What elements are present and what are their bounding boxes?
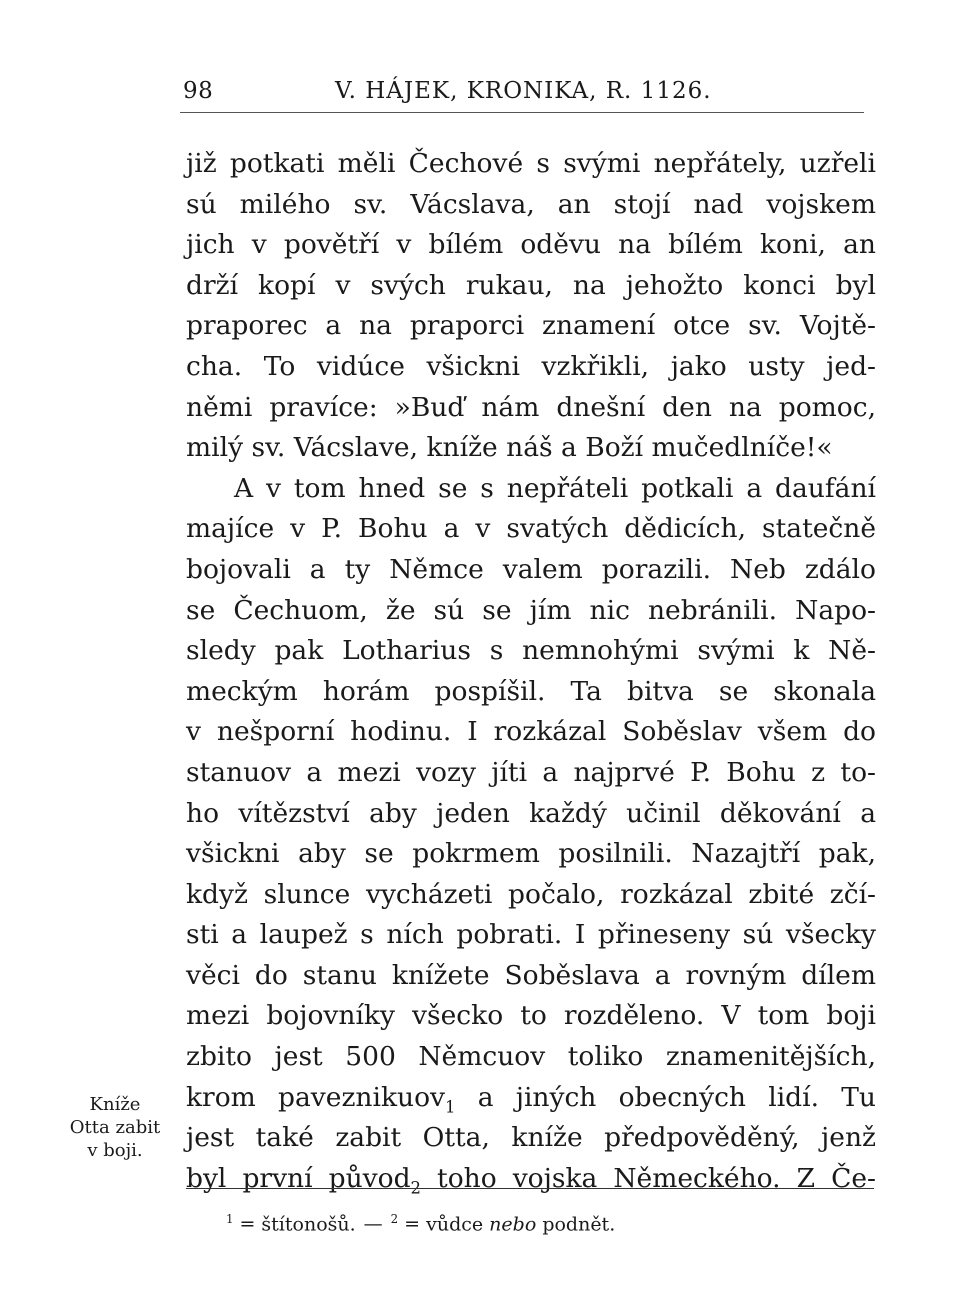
text-segment: a jiných obecných lidí. Tu: [477, 1081, 876, 1113]
text-line-with-footnote: [186, 1078, 876, 1119]
text-line: všickni aby se pokrmem posilnili. Nazajtří pak,: [186, 838, 876, 870]
margin-note-line: Kníže: [89, 1094, 141, 1115]
footnote-text: podnět.: [542, 1213, 616, 1236]
footnotes: [226, 1212, 615, 1235]
footnote-separator: —: [363, 1213, 383, 1236]
text-segment: toho vojska Německého. Z Če-: [437, 1162, 876, 1194]
text-line: němi pravíce: »Buď nám dnešní den na pomoc,: [186, 391, 876, 423]
footnote-rule: [186, 1188, 874, 1189]
paragraph-start-line: A v tom hned se s nepřáteli potkali a daufání: [234, 472, 876, 504]
text-line: když slunce vycházeti počalo, rozkázal zbité zčí-: [186, 878, 876, 910]
text-line: jest také zabit Otta, kníže předpověděný, jenž: [186, 1122, 876, 1154]
text-line: stanuov a mezi vozy jíti a najprvé P. Bohu z to-: [186, 756, 876, 788]
header-rule: [180, 112, 864, 113]
text-line: zbito jest 500 Němcuov toliko znamenitějších,: [186, 1041, 876, 1073]
text-line: jich v povětří v bílém oděvu na bílém koni, an: [186, 229, 876, 261]
text-line: v nešporní hodinu. I rozkázal Soběslav všem do: [186, 716, 876, 748]
text-line: milý sv. Vácslave, kníže náš a Boží mučedlníče!«: [186, 432, 833, 464]
text-line: sú milého sv. Vácslava, an stojí nad vojskem: [186, 188, 876, 220]
text-segment: krom paveznikuov: [186, 1081, 446, 1113]
footnote-marker: 2: [410, 1178, 421, 1198]
footnote-text: štítonošů.: [261, 1213, 356, 1236]
margin-note: [52, 1093, 178, 1162]
text-line: meckým horám pospíšil. Ta bitva se skonala: [186, 675, 876, 707]
text-line: ho vítězství aby jeden každý učinil děkování a: [186, 797, 876, 829]
equals-sign: =: [239, 1213, 256, 1236]
margin-note-line: v boji.: [87, 1140, 143, 1161]
text-line: bojovali a ty Němce valem porazili. Neb zdálo: [186, 553, 876, 585]
footnote-text-italic: nebo: [489, 1213, 537, 1236]
footnote-text: vůdce: [426, 1213, 484, 1236]
text-line: již potkati měli Čechové s svými nepřátely, uzřeli: [186, 148, 876, 179]
text-line-with-footnote: [186, 1159, 876, 1200]
margin-note-line: Otta zabit: [69, 1117, 161, 1138]
running-title: V. HÁJEK, KRONIKA, R. 1126.: [335, 78, 712, 104]
text-line: majíce v P. Bohu a v svatých dědicích, statečně: [186, 513, 876, 545]
equals-sign: =: [404, 1213, 421, 1236]
main-text: [186, 144, 876, 1199]
page-number: 98: [183, 78, 214, 104]
text-line: mezi bojovníky všecko to rozděleno. V tom boji: [186, 1000, 876, 1032]
footnote-number: 1: [226, 1212, 234, 1226]
footnote-number: 2: [390, 1212, 399, 1226]
text-line: sledy pak Lotharius s nemnohými svými k Ně-: [186, 635, 876, 667]
text-line: drží kopí v svých rukau, na jehožto konci byl: [186, 269, 876, 301]
footnote-marker: 1: [445, 1096, 456, 1116]
text-line: se Čechuom, že sú se jím nic nebránili. Napo-: [186, 594, 876, 626]
text-segment: byl první původ: [186, 1162, 411, 1194]
text-line: sti a laupež s ních pobrati. I přineseny sú všecky: [186, 919, 876, 951]
text-line: cha. To vidúce všickni vzkřikli, jako usty jed-: [186, 350, 876, 382]
text-line: praporec a na praporci znamení otce sv. Vojtě-: [186, 310, 876, 342]
running-header: [183, 72, 863, 112]
text-line: věci do stanu knížete Soběslava a rovným dílem: [186, 959, 876, 991]
